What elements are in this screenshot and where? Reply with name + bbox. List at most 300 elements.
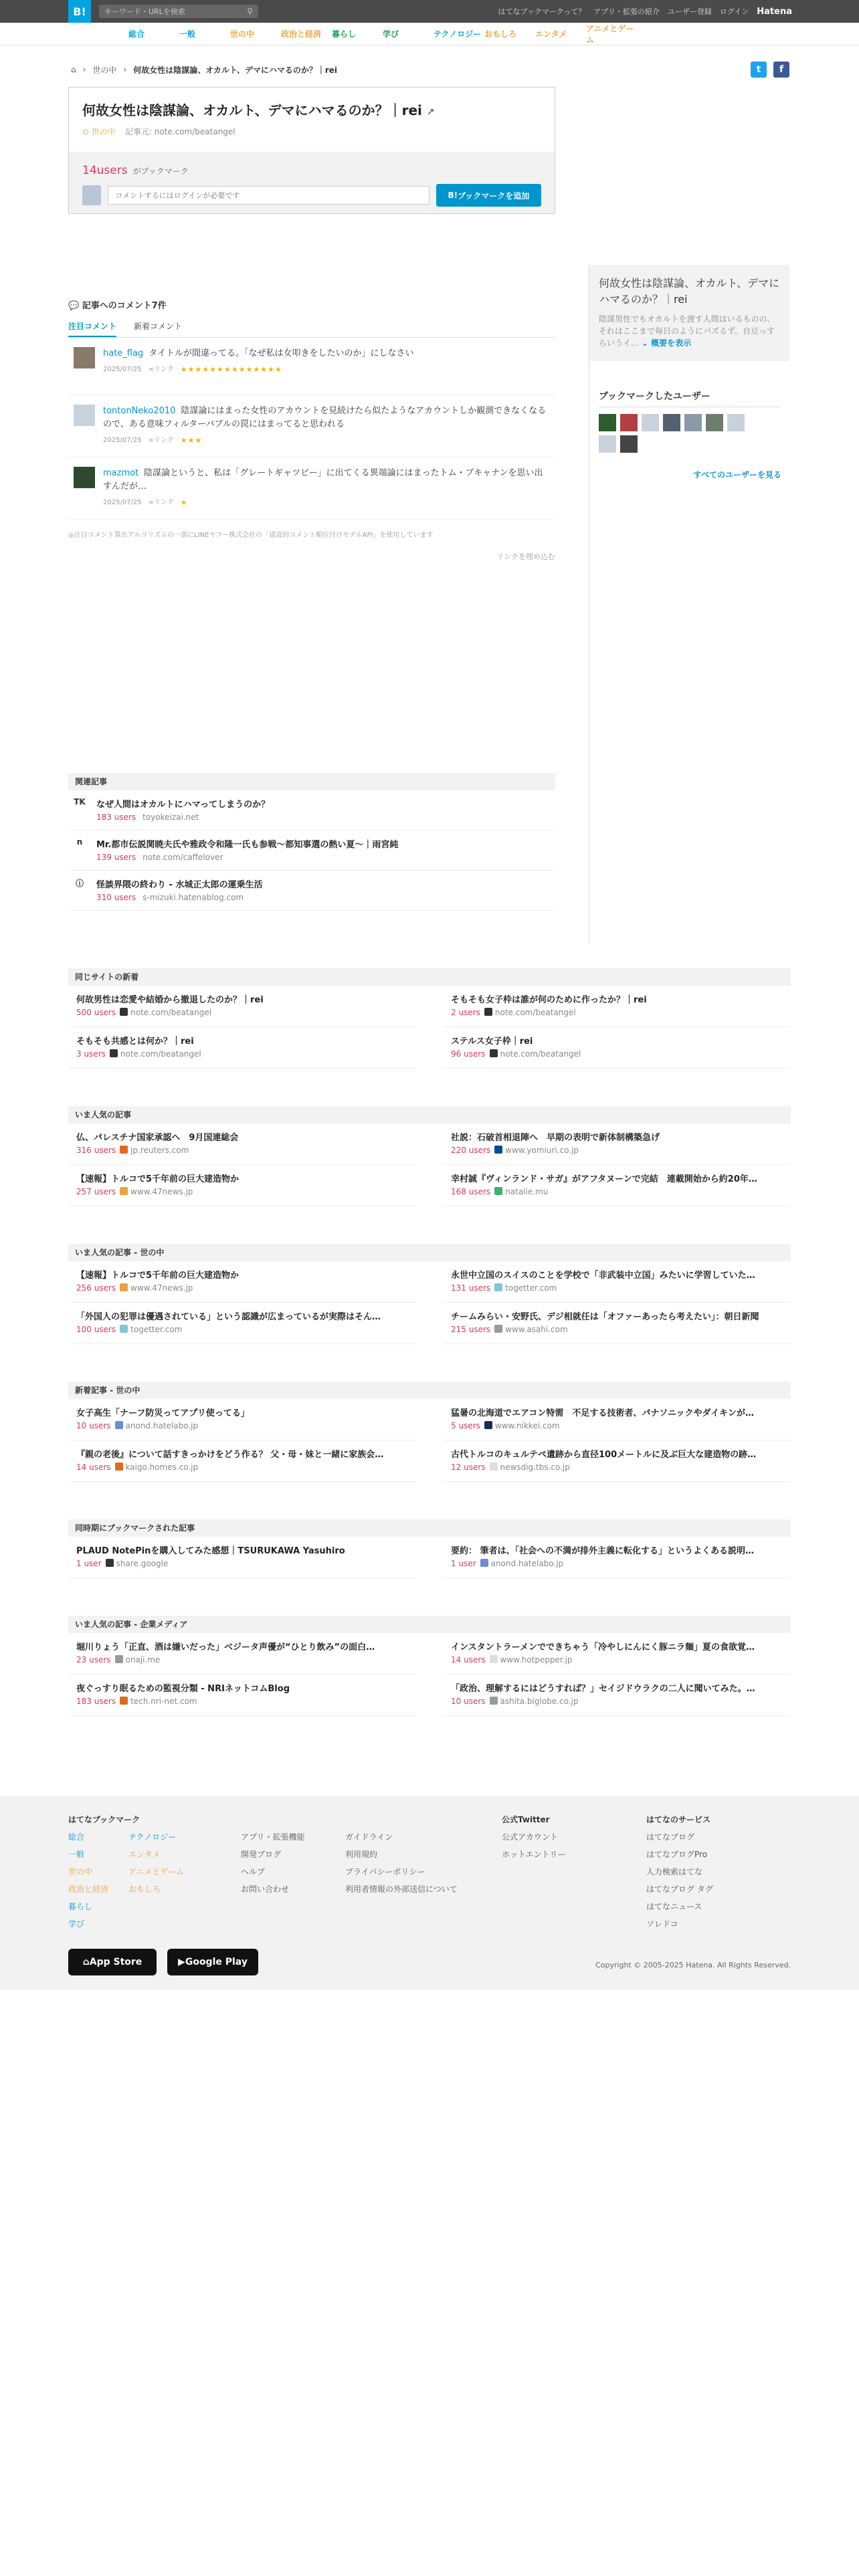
entry-domain[interactable]: www.asahi.com: [505, 1325, 568, 1334]
avatar[interactable]: [74, 347, 95, 368]
entry-meta: [76, 1187, 416, 1196]
bookmark-users-avatars: [599, 414, 746, 453]
entry-users[interactable]: 14 users: [451, 1655, 486, 1665]
entry-title[interactable]: 仏、パレスチナ国家承認へ 9月国連総会: [76, 1133, 239, 1143]
summary-box: [589, 265, 789, 361]
entry-users[interactable]: 215 users: [451, 1325, 491, 1334]
avatar[interactable]: [684, 414, 702, 431]
entry-users[interactable]: 316 users: [76, 1146, 116, 1155]
favicon-icon: [494, 1283, 502, 1291]
entry-meta: [451, 1146, 791, 1155]
comment-user[interactable]: hate_flag: [103, 348, 144, 358]
entry-domain[interactable]: onaji.me: [125, 1655, 161, 1665]
entry-item[interactable]: [443, 1303, 791, 1344]
related-users[interactable]: 310 users: [96, 893, 136, 902]
entry-users[interactable]: 5 users: [451, 1421, 480, 1430]
related-meta: [96, 853, 398, 862]
related-section: [68, 773, 555, 911]
entry-meta: [76, 1697, 416, 1706]
entry-title[interactable]: 夜ぐっすり眠るための監視分類 - NRIネットコムBlog: [76, 1684, 290, 1694]
footer-heading: 公式Twitter: [502, 1815, 550, 1824]
entry-item[interactable]: [443, 1261, 791, 1303]
section-grid: [68, 1537, 791, 1578]
entry-item[interactable]: [443, 986, 791, 1027]
related-title[interactable]: なぜ人間はオカルトにハマってしまうのか？: [96, 800, 270, 810]
entry-item[interactable]: [68, 1165, 416, 1206]
entry-meta: [451, 1697, 791, 1706]
footer-link[interactable]: ガイドライン: [345, 1832, 393, 1842]
entry-item[interactable]: [443, 1440, 791, 1482]
comments-heading: 💬 記事へのコメント7件: [68, 301, 167, 311]
section-5: [68, 1616, 791, 1716]
search-box[interactable]: [99, 5, 258, 18]
entry-title[interactable]: 「政治、理解するにはどうすれば？」セイジドウラクの二人に聞いてみた。…: [451, 1684, 755, 1694]
footer-link[interactable]: エンタメ: [128, 1850, 161, 1859]
favicon-icon: [494, 1187, 502, 1195]
entry-domain[interactable]: natalie.mu: [505, 1187, 549, 1196]
entry-meta: [451, 1421, 791, 1430]
entry-title[interactable]: 永世中立国のスイスのことを学校で「非武装中立国」みたいに学習していた…: [451, 1271, 755, 1281]
bookmark-label: がブックマーク: [132, 167, 189, 176]
entry-title[interactable]: 何故男性は恋愛や結婚から撤退したのか？｜rei: [76, 995, 264, 1005]
comment-meta: [103, 434, 550, 447]
entry-title[interactable]: 幸村誠『ヴィンランド・サガ』がアフタヌーンで完結 連載開始から約20年…: [451, 1174, 757, 1184]
footer-link[interactable]: はてなブログ タグ: [646, 1885, 713, 1894]
related-users[interactable]: 183 users: [96, 813, 136, 822]
related-meta: [96, 893, 262, 902]
footer-link[interactable]: プライバシーポリシー: [345, 1867, 425, 1876]
favicon-icon: [115, 1421, 123, 1429]
favicon-icon: [494, 1325, 502, 1333]
comment-text-line: [103, 467, 550, 494]
entry-meta: [451, 1463, 791, 1472]
footer-link[interactable]: 公式アカウント: [502, 1832, 558, 1842]
entry-meta: [76, 1421, 416, 1430]
avatar[interactable]: [599, 414, 616, 431]
summary-more-link[interactable]: ⌄ 概要を表示: [641, 338, 692, 348]
nav-1[interactable]: 一般: [179, 29, 196, 39]
favicon-icon: [120, 1146, 128, 1154]
entry-users[interactable]: 10 users: [76, 1421, 111, 1430]
comment-item: [68, 338, 555, 395]
favicon-icon: [120, 1325, 128, 1333]
comment-text: タイトルが間違ってる。「なぜ私は女叩きをしたいのか」にしなさい: [149, 348, 414, 358]
entry-title[interactable]: PLAUD NotePinを購入してみた感想｜TSURUKAWA Yasuhiro: [76, 1546, 345, 1556]
nav-8[interactable]: エンタメ: [535, 29, 567, 39]
related-meta: [96, 813, 270, 822]
favicon-icon: [120, 1697, 128, 1705]
section-grid: [68, 986, 791, 1069]
entry-title[interactable]: 何故女性は陰謀論、オカルト、デマにハマるのか？｜rei ↗: [82, 102, 435, 118]
twitter-share-icon[interactable]: t: [751, 62, 767, 78]
site-icon: n: [76, 837, 83, 847]
entry-item[interactable]: [68, 1027, 416, 1069]
related-title[interactable]: Mr.都市伝説関暁夫氏や雅政令和隆一氏も参戦～都知事選の熱い夏～｜雨宮純: [96, 840, 399, 850]
home-icon[interactable]: ⌂: [71, 65, 76, 74]
entry-users[interactable]: 168 users: [451, 1187, 491, 1196]
entry-title[interactable]: 【速報】トルコで5千年前の巨大建造物か: [76, 1174, 240, 1184]
entry-domain[interactable]: kaigo.homes.co.jp: [125, 1463, 199, 1472]
entry-title[interactable]: 堀川りょう「正直、酒は嫌いだった」ベジータ声優が“ひとり飲み”の面白…: [76, 1642, 375, 1652]
related-body: [96, 877, 262, 905]
bookmark-count[interactable]: 14users: [82, 164, 128, 177]
entry-title[interactable]: 【速報】トルコで5千年前の巨大建造物か: [76, 1271, 240, 1281]
entry-users[interactable]: 2 users: [451, 1008, 480, 1017]
section-heading: いま人気の記事 - 世の中: [68, 1244, 791, 1261]
nav-0[interactable]: 総合: [128, 29, 145, 39]
entry-meta: [76, 1049, 416, 1059]
section-1: [68, 1106, 791, 1206]
breadcrumb-title: 何故女性は陰謀論、オカルト、デマにハマるのか？｜rei: [133, 65, 337, 75]
entry-title[interactable]: 要約： 筆者は、「社会への不満が排外主義に転化する」というよくある説明…: [451, 1546, 755, 1556]
entry-domain[interactable]: note.com/beatangel: [500, 1049, 581, 1059]
avatar[interactable]: [620, 414, 638, 431]
nav-4[interactable]: 暮らし: [332, 29, 357, 39]
footer-link[interactable]: 一般: [68, 1850, 85, 1859]
comment-body: [103, 405, 550, 447]
entry-meta: [76, 1146, 416, 1155]
comment-input[interactable]: [108, 186, 430, 205]
comment-link[interactable]: ∞リンク: [148, 437, 174, 444]
section-grid: [68, 1633, 791, 1716]
footer-link[interactable]: はてなブログ: [646, 1832, 695, 1842]
entry-users[interactable]: 23 users: [76, 1655, 111, 1665]
favicon-icon: [480, 1559, 488, 1567]
comment-date: 2025/07/25: [103, 366, 142, 373]
entry-meta: [76, 1559, 416, 1568]
section-heading: 同時期にブックマークされた記事: [68, 1519, 791, 1537]
comment-item: [68, 457, 555, 520]
favicon-icon: [115, 1463, 123, 1471]
star-icons[interactable]: ★: [180, 498, 188, 507]
algorithm-note: ◎注目コメント算出アルゴリズムの一部にLINEヤフー株式会社の「建設的コメント順位付けモデルAPI」を使用しています: [68, 532, 434, 539]
summary-text: 陰謀男性でもオカルトを渡す人間はいるものの、それはここまで毎日のようにパズるず。自豆っすらいうイ… ⌄ 概要を表示: [599, 314, 775, 348]
entry-item[interactable]: [443, 1165, 791, 1206]
entry-domain[interactable]: note.com/beatangel: [120, 1049, 201, 1059]
search-icon[interactable]: ⚲: [247, 7, 253, 16]
footer-link[interactable]: 政治と経済: [68, 1885, 109, 1894]
entry-meta: [451, 1049, 791, 1059]
entry-meta: [76, 1325, 416, 1334]
external-link-icon[interactable]: ↗: [426, 107, 435, 118]
avatar[interactable]: [727, 414, 745, 431]
comment-user[interactable]: mazmot: [103, 468, 139, 478]
footer-link[interactable]: テクノロジー: [128, 1832, 177, 1842]
copyright: Copyright © 2005-2025 Hatena. All Rights Reserved.: [595, 1961, 791, 1969]
entry-users[interactable]: 96 users: [451, 1049, 486, 1059]
star-icons[interactable]: ★★★★★★★★★★★★★★: [180, 365, 282, 374]
footer-link[interactable]: 利用者情報の外部送信について: [345, 1885, 458, 1894]
footer-link[interactable]: ヘルプ: [241, 1867, 266, 1876]
entry-domain[interactable]: ashita.biglobe.co.jp: [500, 1697, 579, 1706]
entry-title[interactable]: 猛暑の北海道でエアコン特需 不足する技術者、パナソニックやダイキンが…: [451, 1408, 755, 1418]
section-heading: いま人気の記事: [68, 1106, 791, 1123]
entry-users[interactable]: 257 users: [76, 1187, 116, 1196]
entry-domain[interactable]: newsdig.tbs.co.jp: [500, 1463, 570, 1472]
avatar[interactable]: [663, 414, 680, 431]
entry-category[interactable]: ⊙ 世の中: [82, 127, 116, 136]
comment-link-label[interactable]: リンク: [153, 366, 174, 373]
breadcrumb-category[interactable]: 世の中: [92, 65, 117, 75]
entry-users[interactable]: 220 users: [451, 1146, 491, 1155]
favicon-icon: [490, 1049, 498, 1057]
footer-link[interactable]: アプリ・拡張機能: [241, 1832, 305, 1842]
site-icon: TK: [74, 797, 86, 807]
related-domain[interactable]: s-mizuki.hatenablog.com: [142, 893, 244, 902]
favicon-icon: [115, 1655, 123, 1663]
entry-item[interactable]: [68, 1261, 416, 1303]
sidebar: [589, 265, 789, 943]
comment-body: [103, 347, 413, 385]
about-link[interactable]: はてなブックマークって？: [498, 7, 586, 16]
entry-item[interactable]: [68, 1399, 416, 1440]
entry-title[interactable]: ステルス女子枠｜rei: [451, 1037, 533, 1047]
entry-users[interactable]: 3 users: [76, 1049, 106, 1059]
comments-section: [68, 298, 555, 562]
add-bookmark-button[interactable]: B! ブックマークを追加: [436, 184, 541, 207]
entry-item[interactable]: [443, 1399, 791, 1440]
footer-link[interactable]: はてなニュース: [646, 1902, 702, 1911]
entry-meta: [451, 1325, 791, 1334]
entry-meta: [451, 1283, 791, 1293]
entry-domain[interactable]: note.com/beatangel: [130, 1008, 212, 1017]
entry-item[interactable]: [68, 1303, 416, 1344]
comment-link-label[interactable]: リンク: [153, 437, 174, 444]
entry-users[interactable]: 10 users: [451, 1697, 486, 1706]
comment-link-label[interactable]: リンク: [153, 499, 174, 506]
footer-link[interactable]: 総合: [68, 1832, 85, 1842]
section-grid: [68, 1261, 791, 1344]
footer-heading: はてなのサービス: [646, 1815, 711, 1824]
footer-link[interactable]: アニメとゲーム: [128, 1867, 185, 1876]
entry-domain[interactable]: togetter.com: [505, 1283, 557, 1293]
section-2: [68, 1244, 791, 1344]
related-body: [96, 797, 270, 825]
footer-link[interactable]: 世の中: [68, 1867, 93, 1876]
entry-card: [68, 87, 555, 214]
related-domain[interactable]: note.com/caffelover: [142, 853, 223, 862]
entry-meta: [451, 1187, 791, 1196]
comment-date: 2025/07/25: [103, 499, 142, 506]
entry-title[interactable]: そもそも共感とは何か？｜rei: [76, 1037, 194, 1047]
entry-item[interactable]: [68, 1633, 416, 1675]
section-grid: [68, 1123, 791, 1206]
section-heading: 新着記事 - 世の中: [68, 1382, 791, 1399]
favicon-icon: [490, 1655, 498, 1663]
entry-title[interactable]: 『親の老後』について話すきっかけをどう作る？ 父・母・妹と一緒に家族会…: [76, 1450, 384, 1460]
nav-3[interactable]: 政治と経済: [281, 29, 322, 39]
entry-users[interactable]: 131 users: [451, 1283, 491, 1293]
section-0: [68, 968, 791, 1069]
top-links: [498, 0, 792, 23]
entry-meta: [76, 1008, 416, 1017]
star-icons[interactable]: ★★★: [180, 436, 203, 445]
entry-item[interactable]: [443, 1537, 791, 1578]
site-icon: ⓘ: [75, 879, 84, 888]
footer-link[interactable]: はてなブログPro: [646, 1850, 708, 1859]
footer-twitter-col: [502, 1811, 566, 1863]
nav-2[interactable]: 世の中: [230, 29, 255, 39]
entry-domain[interactable]: note.com/beatangel: [494, 1008, 576, 1017]
entry-domain[interactable]: togetter.com: [130, 1325, 183, 1334]
entry-item[interactable]: [443, 1027, 791, 1069]
entry-item[interactable]: [68, 1675, 416, 1716]
entry-title[interactable]: インスタントラーメンでできちゃう「冷やしにんにく豚ニラ麺」夏の食欲覚…: [451, 1642, 755, 1652]
entry-title[interactable]: そもそも女子枠は誰が何のために作ったか？｜rei: [451, 995, 647, 1005]
favicon-icon: [484, 1421, 492, 1429]
top-bar: [0, 0, 859, 23]
entry-users[interactable]: 100 users: [76, 1325, 116, 1334]
category-nav: [0, 23, 859, 45]
avatar[interactable]: [706, 414, 723, 431]
entry-meta: [76, 1655, 416, 1665]
entry-item[interactable]: [443, 1123, 791, 1165]
entry-domain[interactable]: jp.reuters.com: [130, 1146, 189, 1155]
entry-title[interactable]: 「外国人の犯罪は優遇されている」という認識が広まっているが実際はそん…: [76, 1312, 381, 1322]
entry-domain[interactable]: www.nikkei.com: [494, 1421, 560, 1430]
tab-new-comments[interactable]: 新着コメント: [134, 322, 183, 331]
avatar: [82, 185, 101, 205]
entry-domain[interactable]: www.yomiuri.co.jp: [505, 1146, 579, 1155]
comment-text: 陰謀論というと、私は「グレートギャツビー」に出てくる異端論にはまったトム・ブキャナンを思い出すんだが…: [103, 468, 543, 492]
entry-users[interactable]: 256 users: [76, 1283, 116, 1293]
avatar[interactable]: [74, 405, 95, 426]
footer-link[interactable]: 人力検索はてな: [646, 1867, 703, 1876]
hatena-bookmark-logo[interactable]: B!: [68, 0, 91, 23]
bookmark-users-heading: ブックマークしたユーザー: [599, 389, 780, 407]
entry-users[interactable]: 1 user: [76, 1559, 102, 1568]
embed-link[interactable]: リンクを埋め込む: [496, 552, 555, 561]
entry-meta: [76, 1463, 416, 1472]
entry-users[interactable]: 14 users: [76, 1463, 111, 1472]
login-link[interactable]: ログイン: [719, 7, 749, 16]
section-3: [68, 1382, 791, 1482]
comment-link[interactable]: ∞リンク: [148, 366, 174, 373]
comment-user[interactable]: tontonNeko2010: [103, 406, 176, 416]
entry-domain[interactable]: anond.hatelabo.jp: [125, 1421, 199, 1430]
comment-meta: [103, 363, 413, 377]
nav-5[interactable]: 学び: [383, 29, 399, 39]
apps-link[interactable]: アプリ・拡張の紹介: [593, 7, 660, 16]
entry-meta: [76, 1283, 416, 1293]
comment-meta: [103, 496, 550, 510]
entry-item[interactable]: [443, 1675, 791, 1716]
footer-link[interactable]: ホットエントリー: [502, 1850, 566, 1859]
app-store-button[interactable]: ⌂ App Store: [68, 1949, 157, 1975]
nav-9[interactable]: アニメとゲーム: [586, 23, 634, 45]
entry-users[interactable]: 183 users: [76, 1697, 116, 1706]
nav-6[interactable]: テクノロジー: [434, 29, 482, 39]
entry-title[interactable]: チームみらい・安野氏、デジ相就任は「オファーあったら考えたい」：朝日新聞: [451, 1312, 759, 1322]
entry-meta: [451, 1008, 791, 1017]
favicon-icon: [120, 1187, 128, 1195]
favicon-icon: [110, 1049, 118, 1057]
entry-domain[interactable]: www.47news.jp: [130, 1283, 193, 1293]
footer-heading: はてなブックマーク: [68, 1815, 140, 1824]
favicon-icon: [106, 1559, 114, 1567]
breadcrumb: ⌂ › 世の中 › 何故女性は陰謀論、オカルト、デマにハマるのか？｜rei t f: [71, 56, 789, 83]
entry-domain[interactable]: www.47news.jp: [130, 1187, 193, 1196]
share-buttons: [751, 62, 789, 78]
avatar[interactable]: [620, 435, 638, 453]
entry-domain[interactable]: anond.hatelabo.jp: [490, 1559, 564, 1568]
comment-body: [103, 467, 550, 510]
entry-title[interactable]: 女子高生「ナーフ防災ってアプリ使ってる」: [76, 1408, 250, 1418]
footer: [0, 1796, 859, 1990]
avatar[interactable]: [599, 435, 616, 453]
related-title[interactable]: 怪談界隈の終わり - 水城正太郎の運乗生活: [96, 880, 263, 890]
all-users-link[interactable]: すべてのユーザーを見る: [693, 470, 781, 479]
entry-item[interactable]: [68, 1440, 416, 1482]
related-item[interactable]: [68, 831, 555, 871]
footer-link[interactable]: 利用規約: [345, 1850, 378, 1859]
footer-link[interactable]: 暮らし: [68, 1902, 93, 1911]
footer-link[interactable]: 開発ブログ: [241, 1850, 282, 1859]
avatar[interactable]: [642, 414, 659, 431]
comment-link[interactable]: ∞リンク: [148, 499, 174, 506]
related-body: [96, 837, 398, 865]
related-users[interactable]: 139 users: [96, 853, 136, 862]
entry-source[interactable]: 記事元: note.com/beatangel: [124, 127, 235, 136]
nav-7[interactable]: おもしろ: [484, 29, 517, 39]
favicon-icon: [484, 1008, 492, 1016]
entry-title[interactable]: 社説：石破首相退陣へ 早期の表明で新体制構築急げ: [451, 1133, 660, 1143]
entry-title[interactable]: 古代トルコのキュルテペ遺跡から直径100メートルに及ぶ巨大な建造物の跡…: [451, 1450, 757, 1460]
section-grid: [68, 1399, 791, 1482]
tab-popular-comments[interactable]: 注目コメント: [68, 320, 116, 337]
related-item[interactable]: [68, 790, 555, 831]
hatena-brand[interactable]: Hatena: [757, 6, 792, 17]
search-input[interactable]: [104, 7, 238, 16]
footer-services-col: [646, 1811, 713, 1933]
entry-domain[interactable]: tech.nri-net.com: [130, 1697, 197, 1706]
entry-item[interactable]: [443, 1633, 791, 1675]
footer-link[interactable]: お問い合わせ: [241, 1885, 290, 1894]
section-4: [68, 1519, 791, 1578]
entry-item[interactable]: [68, 1123, 416, 1165]
google-play-button[interactable]: ▶ Google Play: [167, 1949, 258, 1975]
facebook-share-icon[interactable]: f: [773, 62, 789, 78]
entry-item[interactable]: [68, 1537, 416, 1578]
footer-link[interactable]: 学び: [68, 1919, 85, 1929]
related-item[interactable]: [68, 871, 555, 911]
section-heading: 同じサイトの新着: [68, 968, 791, 986]
comment-date: 2025/07/25: [103, 437, 142, 444]
footer-link[interactable]: ソレドコ: [646, 1919, 678, 1929]
avatar[interactable]: [74, 467, 95, 488]
register-link[interactable]: ユーザー登録: [667, 7, 712, 16]
entry-item[interactable]: [68, 986, 416, 1027]
related-domain[interactable]: toyokeizai.net: [142, 813, 199, 822]
section-heading: いま人気の記事 - 企業メディア: [68, 1616, 791, 1633]
entry-users[interactable]: 12 users: [451, 1463, 486, 1472]
entry-meta: [451, 1559, 791, 1568]
bookmark-panel: [69, 152, 555, 213]
entry-users[interactable]: 1 user: [451, 1559, 476, 1568]
summary-title: 何故女性は陰謀論、オカルト、デマにハマるのか？｜rei: [599, 277, 780, 306]
comment-text-line: [103, 347, 413, 360]
entry-meta: [451, 1655, 791, 1665]
entry-domain[interactable]: share.google: [116, 1559, 169, 1568]
comment-text-line: [103, 405, 550, 431]
comment-text: 陰謀論にはまった女性のアカウントを見続けたら似たようなアカウントしか観測できなくなるので、ある意味フィルターバブルの罠にはまってると思われる: [103, 406, 547, 429]
entry-domain[interactable]: www.hotpepper.jp: [500, 1655, 573, 1665]
favicon-icon: [494, 1146, 502, 1154]
entry-users[interactable]: 500 users: [76, 1008, 116, 1017]
favicon-icon: [120, 1283, 128, 1291]
footer-col-3: [345, 1828, 458, 1898]
footer-link[interactable]: おもしろ: [128, 1885, 161, 1894]
